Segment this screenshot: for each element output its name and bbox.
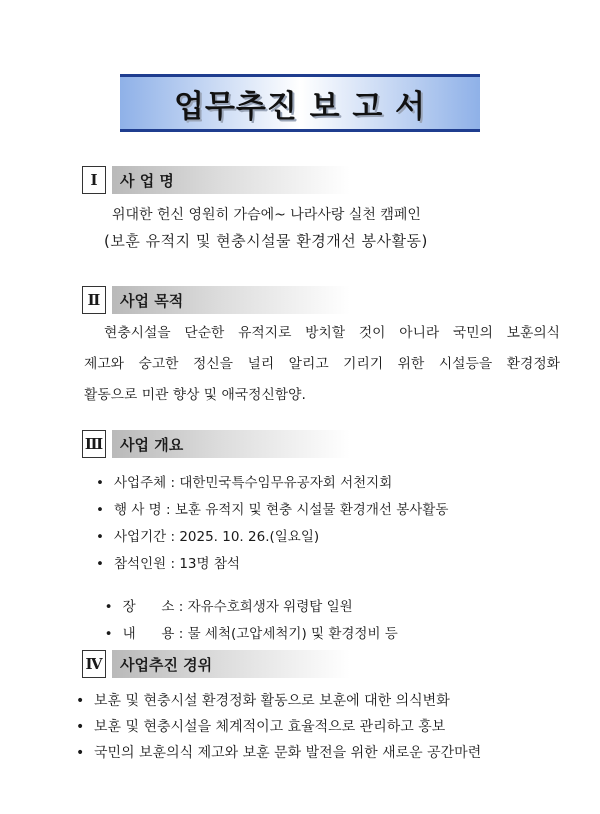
report-title-banner	[120, 74, 480, 132]
section-2-numeral: Ⅱ	[82, 286, 106, 314]
project-name-line-1: 위대한 헌신 영원히 가슴에~ 나라사랑 실천 캠페인	[112, 207, 421, 223]
section-3-label: 사업 개요	[112, 430, 350, 458]
section-4-heading	[82, 650, 350, 678]
overview-item-value: 13명 참석	[179, 556, 240, 572]
report-title: 업무추진 보 고 서	[174, 88, 426, 125]
background-item	[76, 716, 445, 736]
overview-item-value: 자유수호희생자 위령탑 일원	[187, 599, 353, 615]
overview-item: • 사업기간 : 2025. 10. 26.(일요일)	[96, 529, 320, 545]
overview-item-label: 참석인원	[114, 556, 167, 572]
background-item-text: 보훈 및 현충시설 환경정화 활동으로 보훈에 대한 의식변화	[94, 693, 450, 709]
section-4-numeral: Ⅳ	[82, 650, 106, 678]
background-item-text: 보훈 및 현충시설을 체계적이고 효율적으로 관리하고 홍보	[94, 719, 446, 735]
section-2-label: 사업 목적	[112, 286, 350, 314]
purpose-line-1: 현충시설을 단순한 유적지로 방치할 것이 아니라 국민의 보훈의식	[104, 325, 560, 341]
overview-item: • 사업주체 : 대한민국특수임무유공자회 서천지회	[96, 475, 393, 491]
bullet-icon: •	[104, 626, 113, 642]
bullet-icon: •	[104, 599, 113, 615]
overview-item-label: 행 사 명	[114, 502, 162, 518]
background-item	[76, 742, 481, 762]
overview-item: • 장 소 : 자유수호희생자 위령탑 일원	[104, 599, 353, 615]
overview-item: • 행 사 명 : 보훈 유적지 및 현충 시설물 환경개선 봉사활동	[96, 502, 449, 518]
overview-item-label: 사업기간	[114, 529, 167, 545]
overview-item-value: 보훈 유적지 및 현충 시설물 환경개선 봉사활동	[174, 502, 449, 518]
overview-item-value: 2025. 10. 26.(일요일)	[179, 529, 320, 545]
section-3-heading	[82, 430, 350, 458]
bullet-icon: •	[76, 745, 85, 761]
section-1-heading	[82, 166, 350, 194]
overview-item-label: 사업주체	[114, 475, 167, 491]
background-item-text: 국민의 보훈의식 제고와 보훈 문화 발전을 위한 새로운 공간마련	[94, 745, 482, 761]
overview-item: • 참석인원 : 13명 참석	[96, 556, 240, 572]
overview-item-value: 대한민국특수임무유공자회 서천지회	[179, 475, 393, 491]
overview-item: • 내 용 : 물 세척(고압세척기) 및 환경정비 등	[104, 626, 398, 642]
bullet-icon: •	[96, 502, 104, 518]
section-4-label: 사업추진 경위	[112, 650, 350, 678]
section-1-label: 사 업 명	[112, 166, 350, 194]
background-item	[76, 690, 450, 710]
overview-item-value: 물 세척(고압세척기) 및 환경정비 등	[187, 626, 398, 642]
bullet-icon: •	[76, 719, 85, 735]
overview-item-label: 내 용	[122, 626, 175, 642]
bullet-icon: •	[96, 556, 104, 572]
section-2-heading	[82, 286, 350, 314]
project-name-line-2: (보훈 유적지 및 현충시설물 환경개선 봉사활동)	[104, 232, 428, 250]
section-1-numeral: Ⅰ	[82, 166, 106, 194]
purpose-paragraph	[84, 321, 560, 414]
purpose-line-2: 제고와 숭고한 정신을 널리 알리고 기리기 위한 시설등을 환경정화	[84, 356, 560, 372]
section-3-numeral: Ⅲ	[82, 430, 106, 458]
overview-item-label: 장 소	[122, 599, 175, 615]
bullet-icon: •	[96, 529, 104, 545]
bullet-icon: •	[96, 475, 104, 491]
purpose-line-3: 활동으로 미관 향상 및 애국정신함양.	[84, 387, 306, 403]
bullet-icon: •	[76, 693, 85, 709]
